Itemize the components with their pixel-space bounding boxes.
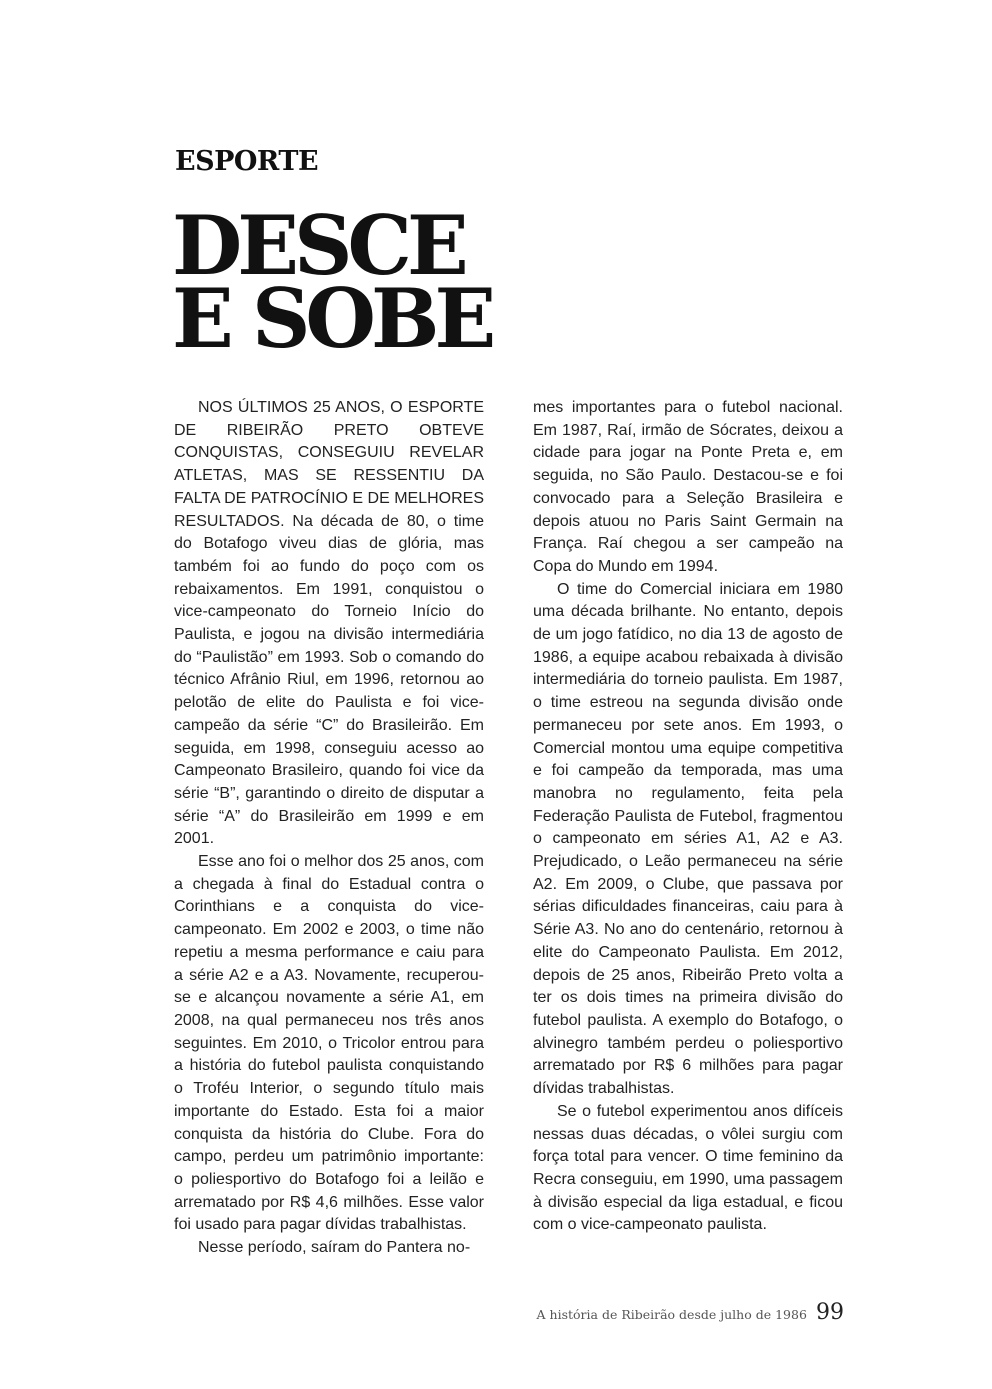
paragraph: Se o futebol experimentou anos difíceis nessas duas décadas, o vôlei surgiu com força total para vencer. O time feminino da Recra conseguiu, em 1990, uma passagem à divisão especial da liga estadual, e ficou com o vice-campeonato paulista. (533, 1102, 843, 1234)
paragraph: Esse ano foi o melhor dos 25 anos, com a chegada à final do Estadual contra o Corinthians e a conquista do vice-campeonato. Em 2002 e 2003, o time não repetiu a mesma performance e caiu para a série A2 e a A3. Novamente, recuperou-se e alcançou novamente a série A1, em 2008, na qual permaneceu nos três anos seguintes. Em 2010, o Tricolor entrou para a história do futebol paulista conquistando o Troféu Interior, o segundo título mais importante do Estado. Esta foi a maior conquista da história do Clube. Fora do campo, perdeu um patrimônio importante: o poliesportivo do Botafogo foi a leilão e arrematado por R$ 4,6 milhões. Esse valor foi usado para pagar dívidas trabalhistas. (174, 853, 484, 1234)
article-column-2 (533, 397, 843, 1237)
headline-line-2: E SOBE (172, 272, 492, 367)
paragraph: O time do Comercial iniciara em 1980 uma década brilhante. No entanto, depois de um jogo fatídico, no dia 13 de agosto de 1986, a equipe acabou rebaixada à divisão intermediária do torneio paulista. Em 1987, o time estreou na segunda divisão onde permaneceu por sete anos. Em 1993, o Comercial montou uma equipe competitiva e foi campeão da temporada, mas uma manobra no regulamento, feita pela Federação Paulista de Futebol, fragmentou o campeonato em séries A1, A2 e A3. Prejudicado, o Leão permaneceu na série A2. Em 2009, o Clube, que passava por sérias dificuldades financeiras, caiu para à Série A3. No ano do centenário, retornou à elite do Campeonato Paulista. Em 2012, depois de 25 anos, Ribeirão Preto volta a ter os dois times na primeira divisão do futebol paulista. A exemplo do Botafogo, o alvinegro também perdeu o poliesportivo arrematado por R$ 6 milhões para pagar dívidas trabalhistas. (533, 580, 843, 1098)
section-label: ESPORTE (175, 146, 319, 177)
headline-line-1: DESCE (172, 199, 464, 294)
headline (172, 199, 492, 367)
article-column-1 (174, 397, 484, 1260)
paragraph: NOS ÚLTIMOS 25 ANOS, O ESPORTE DE RIBEIRÃO PRETO OBTEVE CONQUISTAS, CONSEGUIU REVELAR ATLETAS, MAS SE RESSENTIU DA FALTA DE PATROCÍNIO E DE MELHORES RESULTADOS. Na década de 80, o time do Botafogo viveu dias de glória, mas também foi ao fundo do poço com os rebaixamentos. Em 1991, conquistou o vice-campeonato do Torneio Início do Paulista, e jogou na divisão intermediária do “Paulistão” em 1993. Sob o comando do técnico Afrânio Riul, em 1996, retornou ao pelotão de elite do Paulista e foi vice-campeão da série “C” do Brasileirão. Em seguida, em 1998, conseguiu acesso ao Campeonato Brasileiro, quando foi vice da série “B”, garantindo o direito de disputar a série “A” do Brasileirão em 1999 e em 2001. (174, 399, 484, 848)
paragraph-continued: mes importantes para o futebol nacional. Em 1987, Raí, irmão de Sócrates, deixou a cidade para jogar na Ponte Preta e, em seguida, no São Paulo. Destacou-se e foi convocado para a Seleção Brasileira e depois atuou no Paris Saint Germain na França. Raí chegou a ser campeão na Copa do Mundo em 1994. (533, 399, 843, 575)
page-footer (537, 1300, 844, 1325)
footer-title: A história de Ribeirão desde julho de 1986 (536, 1307, 807, 1322)
page-number: 99 (816, 1300, 844, 1325)
paragraph: Nesse período, saíram do Pantera no- (198, 1239, 471, 1257)
